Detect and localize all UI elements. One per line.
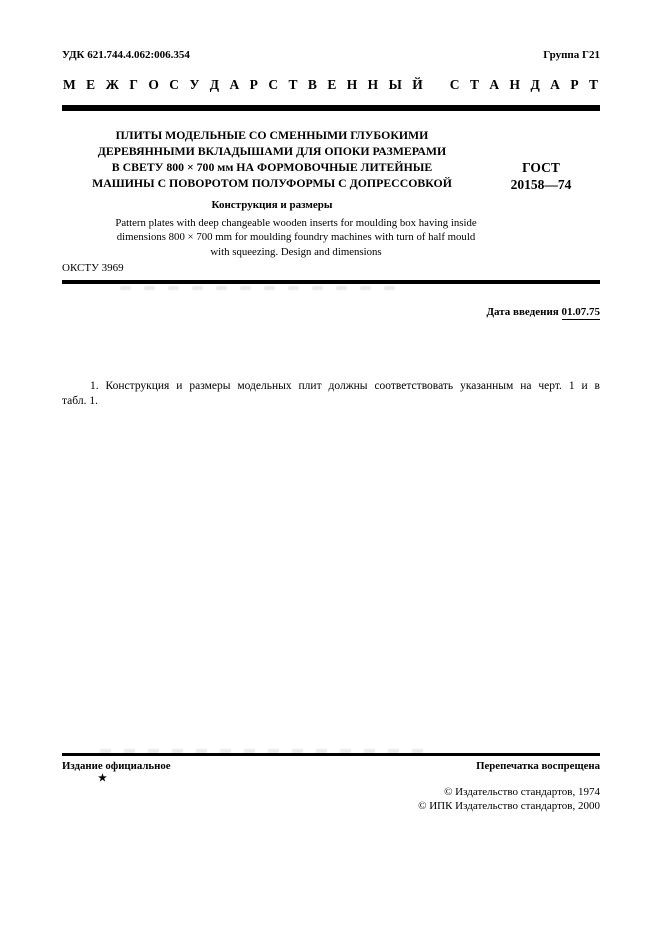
group-code: Группа Г21 — [543, 49, 600, 61]
document-title-line: В СВЕТУ 800 × 700 мм НА ФОРМОВОЧНЫЕ ЛИТЕЙНЫЕ — [111, 160, 433, 174]
document-subtitle: Конструкция и размеры — [211, 199, 333, 211]
copyright-line: © Издательство стандартов, 1974 — [444, 786, 600, 798]
okstu-code: ОКСТУ 3969 — [62, 262, 124, 274]
footer-divider-rule — [62, 753, 600, 756]
copyright-block — [418, 786, 600, 813]
body-paragraph-line: 1. Конструкция и размеры модельных плит должны соответствовать указанным на черт. 1 и в — [90, 380, 600, 392]
english-annotation — [62, 216, 530, 259]
header-divider-rule — [62, 105, 600, 111]
title-column — [62, 127, 482, 211]
standard-designation-name: ГОСТ — [522, 160, 560, 175]
official-edition-block — [62, 760, 171, 784]
mid-divider-rule — [62, 280, 600, 284]
document-title-line: ДЕРЕВЯННЫМИ ВКЛАДЫШАМИ ДЛЯ ОПОКИ РАЗМЕРАМИ — [97, 144, 447, 158]
copyright-line: © ИПК Издательство стандартов, 2000 — [418, 799, 600, 812]
body-paragraph-line: табл. 1. — [62, 394, 98, 407]
document-title-line: МАШИНЫ С ПОВОРОТОМ ПОЛУФОРМЫ С ДОПРЕССОВКОЙ — [92, 176, 452, 190]
udk-code: УДК 621.744.4.062:006.354 — [62, 49, 190, 61]
body-paragraph — [62, 379, 600, 409]
standard-designation — [482, 127, 600, 211]
standard-designation-number: 20158—74 — [510, 177, 572, 192]
reprint-notice: Перепечатка воспрещена — [476, 760, 600, 772]
standard-type-heading: М Е Ж Г О С У Д А Р С Т В Е Н Н Ы Й С Т А Н Д А Р Т — [63, 77, 598, 92]
footer-row — [62, 760, 600, 784]
effective-date-label: Дата введения — [486, 306, 559, 318]
document-title-line: ПЛИТЫ МОДЕЛЬНЫЕ СО СМЕННЫМИ ГЛУБОКИМИ — [115, 128, 429, 142]
official-edition-label: Издание официальное — [62, 760, 171, 772]
english-annotation-line: Pattern plates with deep changeable wooden inserts for moulding box having inside — [115, 217, 477, 229]
top-identifiers-row — [62, 49, 600, 61]
effective-date-value: 01.07.75 — [561, 306, 600, 318]
english-annotation-line: dimensions 800 × 700 mm for moulding foundry machines with turn of half mould — [116, 231, 476, 244]
title-area — [62, 127, 600, 211]
english-annotation-line: with squeezing. Design and dimensions — [210, 245, 382, 258]
star-icon: ★ — [98, 773, 107, 784]
effective-date — [486, 306, 600, 318]
scan-artifact — [120, 286, 400, 290]
